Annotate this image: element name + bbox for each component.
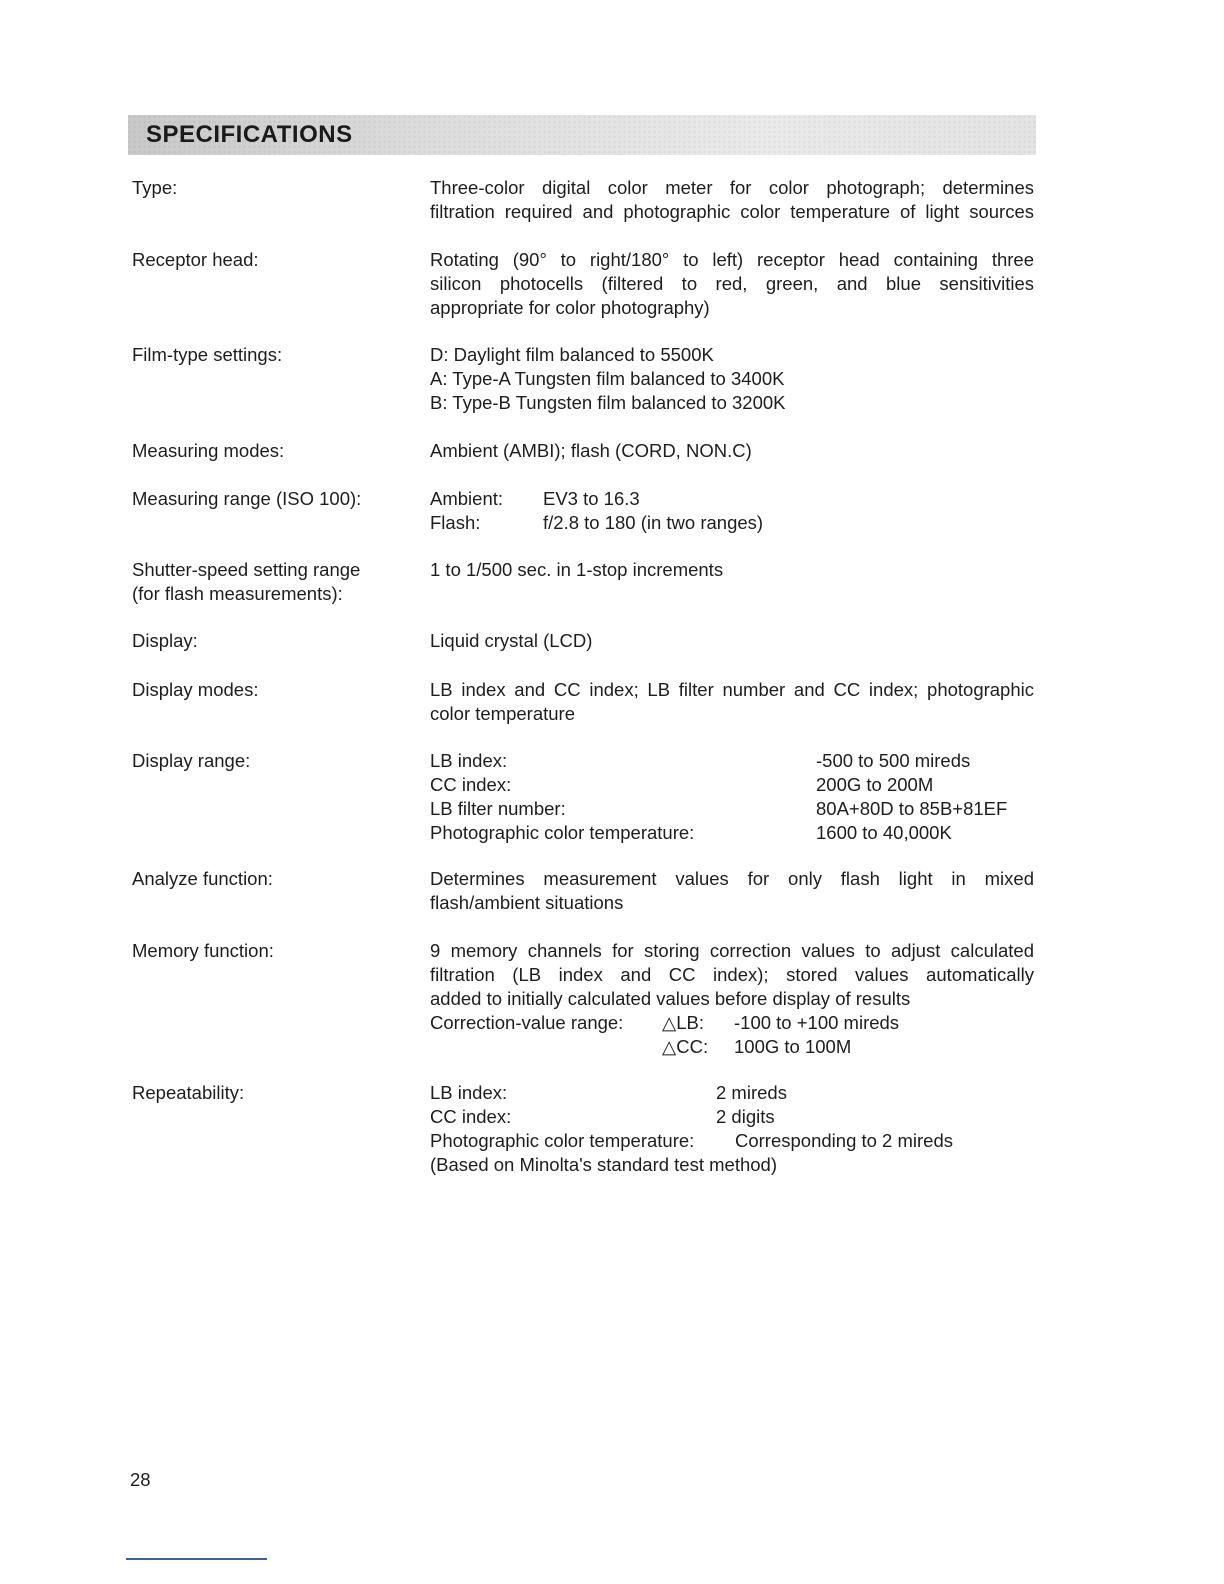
spec-value (430, 678, 1034, 726)
correction-row (430, 1011, 1034, 1035)
spec-line: D: Daylight film balanced to 5500K (430, 344, 714, 365)
correction-value: -100 to +100 mireds (734, 1012, 900, 1033)
spec-value (430, 487, 1034, 535)
range-row (430, 773, 1034, 797)
range-key: LB index: (430, 750, 508, 771)
spec-value: Liquid crystal (LCD) (430, 630, 593, 651)
spec-value (430, 939, 1034, 1059)
spec-label: Display modes: (132, 679, 259, 700)
spec-label (132, 558, 417, 606)
spec-label: Receptor head: (132, 249, 259, 270)
spec-value (430, 343, 1034, 415)
correction-label: Correction-value range: (430, 1012, 624, 1033)
page-title: SPECIFICATIONS (146, 121, 353, 148)
spec-label-line: Shutter-speed setting range (132, 559, 361, 580)
range-value: 80A+80D to 85B+81EF (816, 798, 1008, 819)
spec-label: Repeatability: (132, 1082, 245, 1103)
range-value: 2 mireds (716, 1082, 787, 1103)
range-key: CC index: (430, 774, 512, 795)
range-key: CC index: (430, 1106, 512, 1127)
spec-line: Three-color digital color meter for color photograph; determines (430, 177, 1034, 198)
spec-line: filtration (LB index and CC index); stored values automatically (430, 964, 1034, 985)
range-key: LB index: (430, 1082, 508, 1103)
spec-value (430, 867, 1034, 915)
range-value: 1600 to 40,000K (816, 822, 952, 843)
range-row (430, 1129, 1034, 1153)
range-row (430, 1081, 1034, 1105)
range-value: f/2.8 to 180 (in two ranges) (543, 512, 764, 533)
spec-line: silicon photocells (filtered to red, green, and blue sensitivities (430, 273, 1034, 294)
range-row (430, 1105, 1034, 1129)
range-row (430, 797, 1034, 821)
spec-value: Ambient (AMBI); flash (CORD, NON.C) (430, 440, 752, 461)
spec-value (430, 248, 1034, 320)
spec-line: Rotating (90° to right/180° to left) receptor head containing three (430, 249, 1034, 270)
spec-note: (Based on Minolta's standard test method) (430, 1154, 777, 1175)
range-row (430, 487, 1034, 511)
specifications-banner (128, 115, 1036, 155)
spec-label: Measuring modes: (132, 440, 285, 461)
range-key: Photographic color temperature: (430, 822, 695, 843)
spec-line: added to initially calculated values before display of results (430, 988, 911, 1009)
spec-line: Determines measurement values for only flash light in mixed (430, 868, 1034, 889)
range-value: EV3 to 16.3 (543, 488, 640, 509)
spec-line: LB index and CC index; LB filter number and CC index; photographic (430, 679, 1034, 700)
spec-label: Type: (132, 177, 178, 198)
footer-rule (126, 1558, 267, 1560)
spec-label: Display range: (132, 750, 251, 771)
spec-line: flash/ambient situations (430, 892, 624, 913)
spec-value (430, 749, 1034, 845)
spec-line: color temperature (430, 703, 575, 724)
spec-label: Film-type settings: (132, 344, 283, 365)
range-value: Corresponding to 2 mireds (735, 1130, 953, 1151)
correction-key: △LB: (662, 1012, 704, 1033)
spec-line: B: Type-B Tungsten film balanced to 3200K (430, 392, 786, 413)
correction-key: △CC: (662, 1036, 709, 1057)
correction-row (430, 1035, 1034, 1059)
spec-label-line: (for flash measurements): (132, 583, 343, 604)
spec-label: Analyze function: (132, 868, 273, 889)
range-value: -500 to 500 mireds (816, 750, 971, 771)
spec-line: filtration required and photographic color temperature of light sources (430, 201, 1034, 222)
page-number: 28 (130, 1469, 151, 1490)
range-key: Ambient: (430, 488, 504, 509)
spec-line: 9 memory channels for storing correction values to adjust calculated (430, 940, 1034, 961)
spec-label: Memory function: (132, 940, 274, 961)
range-key: Photographic color temperature: (430, 1130, 695, 1151)
range-key: Flash: (430, 512, 481, 533)
spec-line: A: Type-A Tungsten film balanced to 3400K (430, 368, 785, 389)
range-row (430, 511, 1034, 535)
range-key: LB filter number: (430, 798, 566, 819)
range-value: 2 digits (716, 1106, 775, 1127)
spec-label: Measuring range (ISO 100): (132, 488, 362, 509)
spec-label: Display: (132, 630, 198, 651)
spec-value (430, 176, 1034, 224)
correction-value: 100G to 100M (734, 1036, 852, 1057)
spec-value (430, 1081, 1034, 1177)
spec-line: appropriate for color photography) (430, 297, 710, 318)
range-value: 200G to 200M (816, 774, 934, 795)
range-row (430, 821, 1034, 845)
spec-value: 1 to 1/500 sec. in 1-stop increments (430, 559, 724, 580)
range-row (430, 749, 1034, 773)
